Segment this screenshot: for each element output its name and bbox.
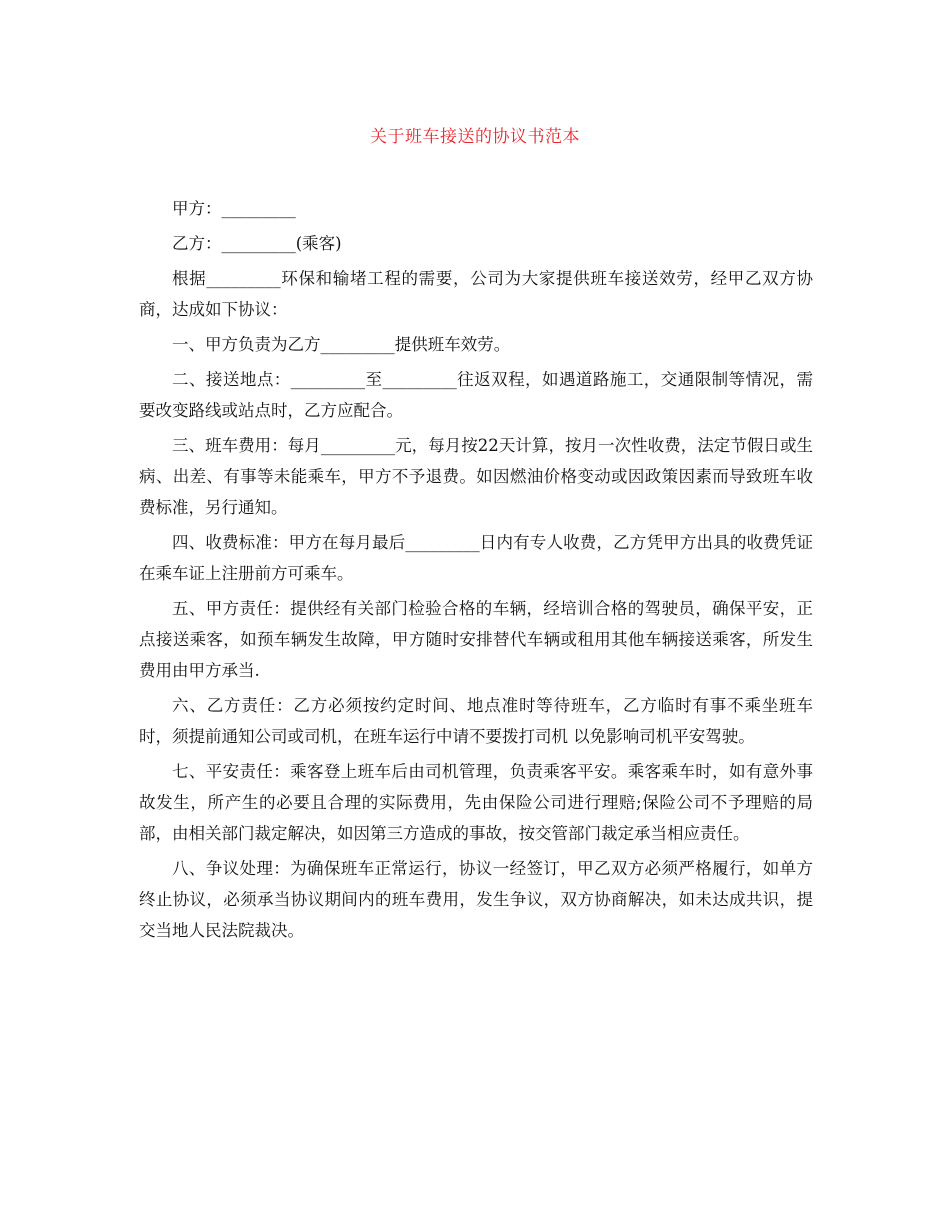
clause-8: 八、争议处理：为确保班车正常运行，协议一经签订，甲乙双方必须严格履行，如单方终止协议，必须承当协议期间内的班车费用，发生争议，双方协商解决，如未达成共识，提交当地人民法院裁决。 [139,859,813,940]
clause-3: 三、班车费用：每月_________元，每月按22天计算，按月一次性收费，法定节假日或生病、出差、有事等未能乘车，甲方不予退费。如因燃油价格变动或因政策因素而导致班车收费标准，另行通知。 [139,436,813,517]
clause-4: 四、收费标准：甲方在每月最后_________日内有专人收费，乙方凭甲方出具的收费凭证在乘车证上注册前方可乘车。 [139,533,813,583]
document-title: 关于班车接送的协议书范本 [370,127,580,147]
clause-6: 六、乙方责任：乙方必须按约定时间、地点准时等待班车，乙方临时有事不乘坐班车时，须提前通知公司或司机，在班车运行中请不要拨打司机 以免影响司机平安驾驶。 [139,696,813,746]
clause-1: 一、甲方负责为乙方_________提供班车效劳。 [172,335,511,354]
clause-7: 七、平安责任：乘客登上班车后由司机管理，负责乘客平安。乘客乘车时，如有意外事故发生，所产生的必要且合理的实际费用，先由保险公司进行理赔;保险公司不予理赔的局部，由相关部门裁定解决，如因第三方造成的事故，按交管部门裁定承当相应责任。 [139,762,813,843]
party-a-line: 甲方：_________ [172,199,296,218]
clause-2: 二、接送地点：_________至_________往返双程，如遇道路施工，交通限制等情况，需要改变路线或站点时，乙方应配合。 [139,370,813,420]
preamble-paragraph: 根据_________环保和输堵工程的需要，公司为大家提供班车接送效劳，经甲乙双方协商，达成如下协议： [139,269,813,319]
clause-5: 五、甲方责任：提供经有关部门检验合格的车辆，经培训合格的驾驶员，确保平安，正点接送乘客，如预车辆发生故障，甲方随时安排替代车辆或租用其他车辆接送乘客，所发生费用由甲方承当. [139,599,813,680]
document-body [139,193,813,950]
party-b-line: 乙方：_________(乘客) [172,234,342,253]
